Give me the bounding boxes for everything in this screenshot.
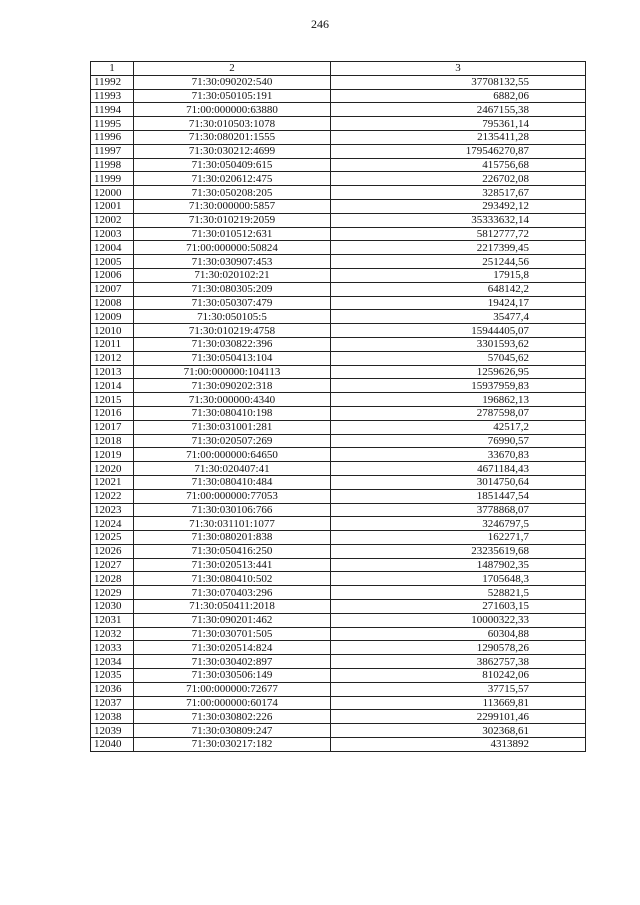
table-row [91, 158, 586, 172]
value-cell: 251244,56 [331, 255, 586, 269]
table-row [91, 393, 586, 407]
row-number-cell: 12006 [91, 268, 134, 282]
table-row [91, 682, 586, 696]
table-row [91, 503, 586, 517]
table-row [91, 517, 586, 531]
table-row [91, 406, 586, 420]
value-cell: 3778868,07 [331, 503, 586, 517]
row-number-cell: 12004 [91, 241, 134, 255]
value-cell: 57045,62 [331, 351, 586, 365]
value-cell: 162271,7 [331, 531, 586, 545]
cadastral-number-cell: 71:30:000000:5857 [134, 199, 331, 213]
value-cell: 15944405,07 [331, 324, 586, 338]
value-cell: 19424,17 [331, 296, 586, 310]
table-row [91, 724, 586, 738]
row-number-cell: 12013 [91, 365, 134, 379]
row-number-cell: 12007 [91, 282, 134, 296]
table-row [91, 544, 586, 558]
row-number-cell: 12032 [91, 627, 134, 641]
value-cell: 33670,83 [331, 448, 586, 462]
row-number-cell: 12015 [91, 393, 134, 407]
table-row [91, 296, 586, 310]
row-number-cell: 12039 [91, 724, 134, 738]
cadastral-number-cell: 71:30:050413:104 [134, 351, 331, 365]
table-row [91, 379, 586, 393]
row-number-cell: 12003 [91, 227, 134, 241]
value-cell: 15937959,83 [331, 379, 586, 393]
table-row [91, 268, 586, 282]
column-header-2: 2 [134, 62, 331, 76]
value-cell: 35333632,14 [331, 213, 586, 227]
cadastral-number-cell: 71:30:050208:205 [134, 186, 331, 200]
row-number-cell: 12035 [91, 669, 134, 683]
row-number-cell: 12040 [91, 738, 134, 752]
value-cell: 810242,06 [331, 669, 586, 683]
value-cell: 1259626,95 [331, 365, 586, 379]
cadastral-number-cell: 71:30:080305:209 [134, 282, 331, 296]
row-number-cell: 11993 [91, 89, 134, 103]
row-number-cell: 12017 [91, 420, 134, 434]
cadastral-number-cell: 71:30:030822:396 [134, 337, 331, 351]
table-row [91, 337, 586, 351]
cadastral-number-cell: 71:30:030809:247 [134, 724, 331, 738]
value-cell: 271603,15 [331, 600, 586, 614]
row-number-cell: 12020 [91, 462, 134, 476]
cadastral-number-cell: 71:30:070403:296 [134, 586, 331, 600]
value-cell: 23235619,68 [331, 544, 586, 558]
row-number-cell: 11998 [91, 158, 134, 172]
row-number-cell: 12034 [91, 655, 134, 669]
row-number-cell: 12023 [91, 503, 134, 517]
row-number-cell: 12000 [91, 186, 134, 200]
cadastral-number-cell: 71:30:020102:21 [134, 268, 331, 282]
cadastral-number-cell: 71:30:090202:318 [134, 379, 331, 393]
cadastral-number-cell: 71:30:090202:540 [134, 75, 331, 89]
cadastral-number-cell: 71:30:050307:479 [134, 296, 331, 310]
table-row [91, 420, 586, 434]
row-number-cell: 11996 [91, 130, 134, 144]
table-row [91, 600, 586, 614]
column-header-3: 3 [331, 62, 586, 76]
cadastral-number-cell: 71:30:080410:198 [134, 406, 331, 420]
row-number-cell: 11992 [91, 75, 134, 89]
row-number-cell: 11995 [91, 117, 134, 131]
row-number-cell: 12031 [91, 613, 134, 627]
row-number-cell: 12021 [91, 475, 134, 489]
table-row [91, 586, 586, 600]
value-cell: 1705648,3 [331, 572, 586, 586]
row-number-cell: 12036 [91, 682, 134, 696]
value-cell: 42517,2 [331, 420, 586, 434]
table-row [91, 227, 586, 241]
cadastral-number-cell: 71:30:020507:269 [134, 434, 331, 448]
cadastral-number-cell: 71:30:030212:4699 [134, 144, 331, 158]
cadastral-number-cell: 71:30:030506:149 [134, 669, 331, 683]
row-number-cell: 12011 [91, 337, 134, 351]
table-row [91, 89, 586, 103]
row-number-cell: 12026 [91, 544, 134, 558]
table-row [91, 324, 586, 338]
table-body [91, 75, 586, 751]
cadastral-number-cell: 71:30:020407:41 [134, 462, 331, 476]
table-row [91, 448, 586, 462]
value-cell: 179546270,87 [331, 144, 586, 158]
value-cell: 113669,81 [331, 696, 586, 710]
cadastral-number-cell: 71:30:030106:766 [134, 503, 331, 517]
row-number-cell: 12008 [91, 296, 134, 310]
row-number-cell: 12012 [91, 351, 134, 365]
value-cell: 60304,88 [331, 627, 586, 641]
cadastral-number-cell: 71:00:000000:63880 [134, 103, 331, 117]
table-row [91, 641, 586, 655]
cadastral-number-cell: 71:30:010219:4758 [134, 324, 331, 338]
cadastral-number-cell: 71:30:030907:453 [134, 255, 331, 269]
cadastral-number-cell: 71:30:050105:5 [134, 310, 331, 324]
row-number-cell: 12037 [91, 696, 134, 710]
row-number-cell: 11994 [91, 103, 134, 117]
value-cell: 4313892 [331, 738, 586, 752]
row-number-cell: 12028 [91, 572, 134, 586]
table-row [91, 199, 586, 213]
table-row [91, 434, 586, 448]
value-cell: 196862,13 [331, 393, 586, 407]
value-cell: 3301593,62 [331, 337, 586, 351]
value-cell: 37708132,55 [331, 75, 586, 89]
value-cell: 415756,68 [331, 158, 586, 172]
table-row [91, 241, 586, 255]
table-row [91, 627, 586, 641]
row-number-cell: 12030 [91, 600, 134, 614]
value-cell: 226702,08 [331, 172, 586, 186]
cadastral-number-cell: 71:30:010219:2059 [134, 213, 331, 227]
table-row [91, 710, 586, 724]
value-cell: 5812777,72 [331, 227, 586, 241]
value-cell: 2217399,45 [331, 241, 586, 255]
cadastral-number-cell: 71:00:000000:50824 [134, 241, 331, 255]
row-number-cell: 12014 [91, 379, 134, 393]
row-number-cell: 11997 [91, 144, 134, 158]
cadastral-number-cell: 71:30:030217:182 [134, 738, 331, 752]
cadastral-number-cell: 71:30:000000:4340 [134, 393, 331, 407]
cadastral-number-cell: 71:30:010503:1078 [134, 117, 331, 131]
cadastral-number-cell: 71:00:000000:77053 [134, 489, 331, 503]
cadastral-number-cell: 71:30:010512:631 [134, 227, 331, 241]
value-cell: 1851447,54 [331, 489, 586, 503]
value-cell: 1487902,35 [331, 558, 586, 572]
table-row [91, 172, 586, 186]
row-number-cell: 12001 [91, 199, 134, 213]
cadastral-number-cell: 71:30:050416:250 [134, 544, 331, 558]
cadastral-number-cell: 71:30:050411:2018 [134, 600, 331, 614]
table-row [91, 103, 586, 117]
table-row [91, 144, 586, 158]
row-number-cell: 12022 [91, 489, 134, 503]
page-number: 246 [311, 17, 329, 31]
cadastral-number-cell: 71:30:031101:1077 [134, 517, 331, 531]
row-number-cell: 12025 [91, 531, 134, 545]
cadastral-number-cell: 71:30:020514:824 [134, 641, 331, 655]
value-cell: 2135411,28 [331, 130, 586, 144]
data-table [90, 61, 586, 752]
row-number-cell: 12038 [91, 710, 134, 724]
table-row [91, 489, 586, 503]
value-cell: 2467155,38 [331, 103, 586, 117]
table-row [91, 117, 586, 131]
table-row [91, 351, 586, 365]
value-cell: 1290578,26 [331, 641, 586, 655]
table-row [91, 558, 586, 572]
row-number-cell: 12019 [91, 448, 134, 462]
cadastral-number-cell: 71:30:080410:484 [134, 475, 331, 489]
cadastral-number-cell: 71:30:050409:615 [134, 158, 331, 172]
table-row [91, 738, 586, 752]
cadastral-number-cell: 71:30:020513:441 [134, 558, 331, 572]
row-number-cell: 12010 [91, 324, 134, 338]
table-row [91, 669, 586, 683]
value-cell: 648142,2 [331, 282, 586, 296]
table-row [91, 213, 586, 227]
table-row [91, 613, 586, 627]
row-number-cell: 12009 [91, 310, 134, 324]
cadastral-number-cell: 71:30:030402:897 [134, 655, 331, 669]
row-number-cell: 12029 [91, 586, 134, 600]
row-number-cell: 11999 [91, 172, 134, 186]
cadastral-number-cell: 71:30:080201:838 [134, 531, 331, 545]
value-cell: 17915,8 [331, 268, 586, 282]
value-cell: 528821,5 [331, 586, 586, 600]
table-row [91, 696, 586, 710]
row-number-cell: 12033 [91, 641, 134, 655]
column-header-1: 1 [91, 62, 134, 76]
value-cell: 76990,57 [331, 434, 586, 448]
value-cell: 2299101,46 [331, 710, 586, 724]
table-row [91, 255, 586, 269]
row-number-cell: 12016 [91, 406, 134, 420]
table-row [91, 475, 586, 489]
cadastral-number-cell: 71:30:090201:462 [134, 613, 331, 627]
value-cell: 2787598,07 [331, 406, 586, 420]
cadastral-number-cell: 71:30:030802:226 [134, 710, 331, 724]
value-cell: 3862757,38 [331, 655, 586, 669]
row-number-cell: 12027 [91, 558, 134, 572]
cadastral-number-cell: 71:30:030701:505 [134, 627, 331, 641]
table-row [91, 655, 586, 669]
cadastral-number-cell: 71:30:031001:281 [134, 420, 331, 434]
value-cell: 35477,4 [331, 310, 586, 324]
table-row [91, 130, 586, 144]
value-cell: 10000322,33 [331, 613, 586, 627]
cadastral-number-cell: 71:30:020612:475 [134, 172, 331, 186]
cadastral-number-cell: 71:00:000000:64650 [134, 448, 331, 462]
row-number-cell: 12024 [91, 517, 134, 531]
value-cell: 293492,12 [331, 199, 586, 213]
table-row [91, 531, 586, 545]
cadastral-number-cell: 71:00:000000:104113 [134, 365, 331, 379]
table-header-row [91, 62, 586, 76]
row-number-cell: 12018 [91, 434, 134, 448]
value-cell: 3246797,5 [331, 517, 586, 531]
cadastral-number-cell: 71:30:080201:1555 [134, 130, 331, 144]
table-row [91, 365, 586, 379]
value-cell: 328517,67 [331, 186, 586, 200]
value-cell: 795361,14 [331, 117, 586, 131]
cadastral-number-cell: 71:00:000000:72677 [134, 682, 331, 696]
table-row [91, 462, 586, 476]
cadastral-number-cell: 71:30:050105:191 [134, 89, 331, 103]
table-row [91, 282, 586, 296]
value-cell: 302368,61 [331, 724, 586, 738]
cadastral-number-cell: 71:30:080410:502 [134, 572, 331, 586]
row-number-cell: 12002 [91, 213, 134, 227]
value-cell: 6882,06 [331, 89, 586, 103]
value-cell: 4671184,43 [331, 462, 586, 476]
value-cell: 3014750,64 [331, 475, 586, 489]
row-number-cell: 12005 [91, 255, 134, 269]
cadastral-number-cell: 71:00:000000:60174 [134, 696, 331, 710]
value-cell: 37715,57 [331, 682, 586, 696]
table-row [91, 310, 586, 324]
table-row [91, 75, 586, 89]
table-row [91, 572, 586, 586]
table-row [91, 186, 586, 200]
